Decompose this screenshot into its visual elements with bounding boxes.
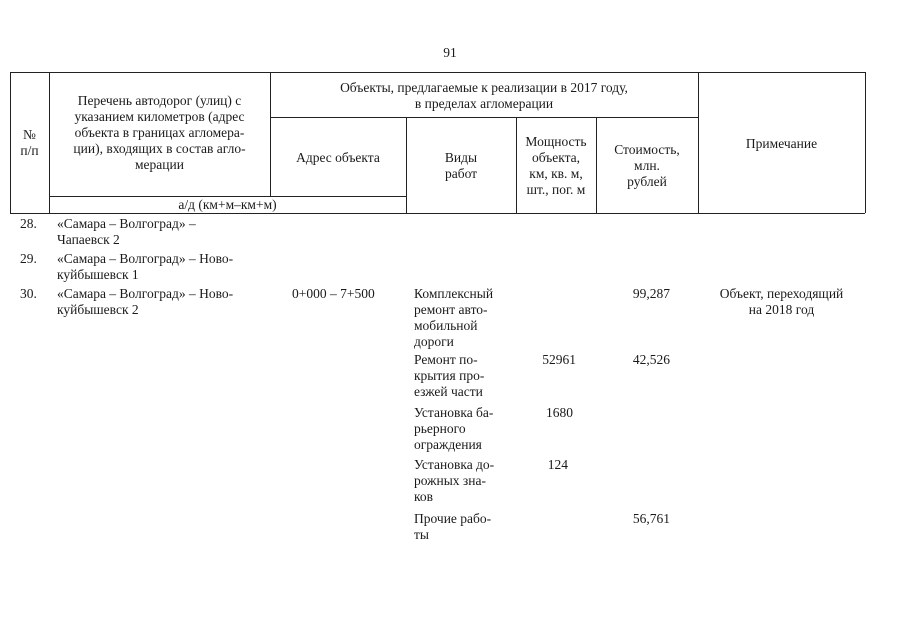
row-number: 30. [20,286,37,301]
work-type: Установка ба- рьерного ограждения [414,405,494,452]
header-note: Примечание [745,136,818,151]
header-number: № п/п [20,127,39,158]
work-type: Прочие рабо- ты [414,511,492,542]
row-number: 29. [20,251,37,266]
work-type: Комплексный ремонт авто- мобильной дороги [414,286,494,349]
work-cost: 56,761 [632,511,670,526]
row-address: 0+000 – 7+500 [292,286,375,301]
header-roads-sub: а/д (км+м–км+м) [178,197,277,212]
row-note: Объект, переходящий на 2018 год [719,286,844,317]
row-road: «Самара – Волгоград» – Чапаевск 2 [57,216,196,247]
header-roads: Перечень автодорог (улиц) с указанием километров (адрес объекта в границах агломера- ции), входящих в состав агло- мерации [73,93,246,172]
row-road: «Самара – Волгоград» – Ново- куйбышевск 2 [57,286,234,317]
work-capacity: 124 [547,457,568,472]
row-road: «Самара – Волгоград» – Ново- куйбышевск 1 [57,251,234,282]
work-type: Установка до- рожных зна- ков [414,457,495,504]
work-capacity: 1680 [546,405,573,420]
header-work-types: Виды работ [444,150,478,181]
header-capacity: Мощность объекта, км, кв. м, шт., пог. м [525,134,587,197]
header-address: Адрес объекта [296,150,380,165]
work-type: Ремонт по- крытия про- езжей части [414,352,485,399]
header-objects: Объекты, предлагаемые к реализации в 2017 году, в пределах агломерации [340,80,628,111]
header-cost: Стоимость, млн. рублей [614,142,680,189]
work-capacity: 52961 [542,352,576,367]
row-number: 28. [20,216,37,231]
work-cost: 42,526 [632,352,670,367]
page-number: 91 [443,45,457,60]
work-cost: 99,287 [632,286,670,301]
